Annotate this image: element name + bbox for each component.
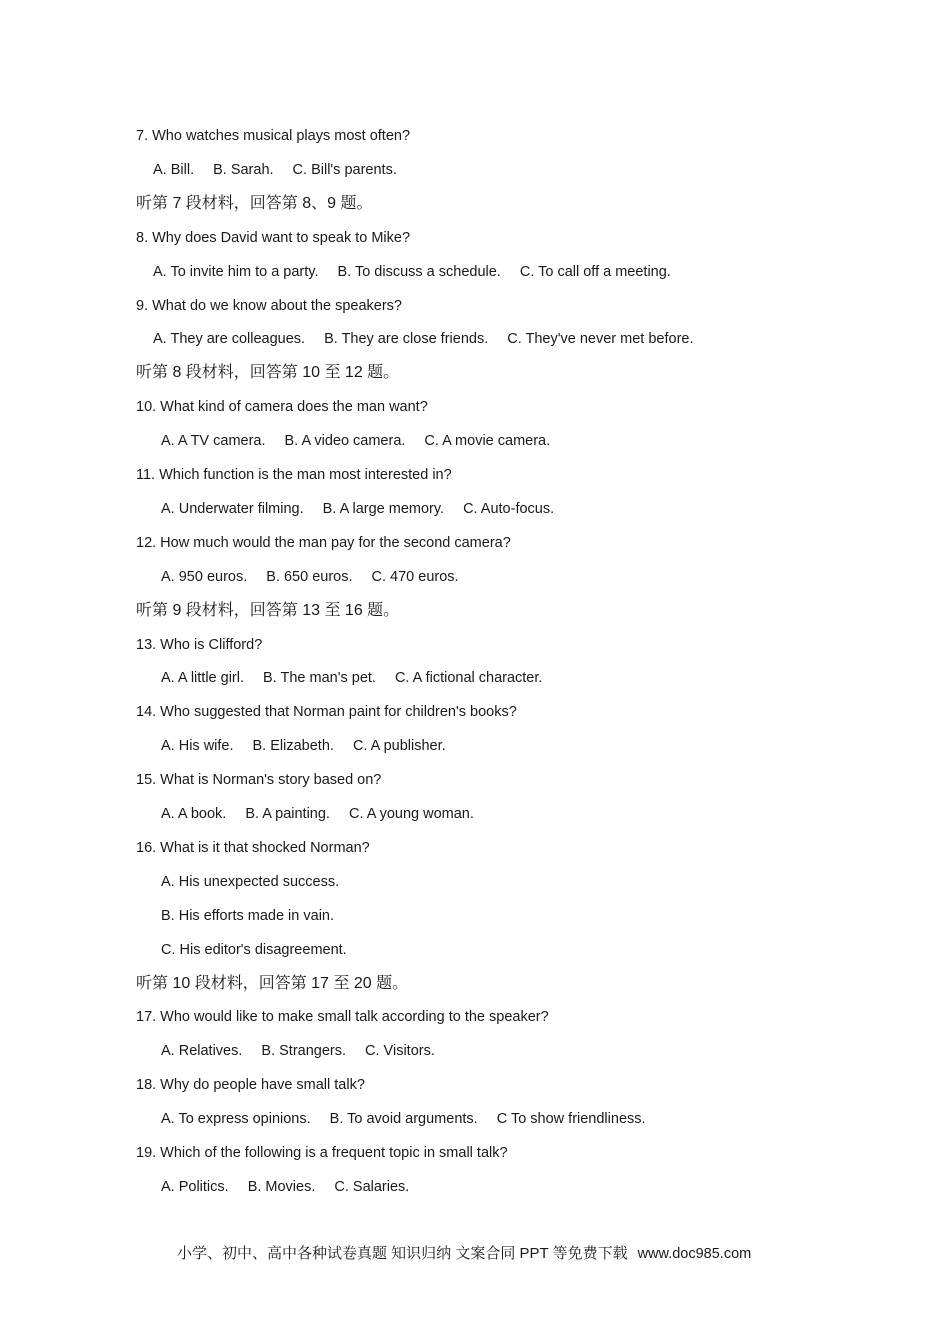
answer-options [161, 940, 347, 960]
answer-option: C To show friendliness. [496, 1111, 646, 1128]
answer-option: B. Sarah. [213, 161, 274, 178]
answer-option: A. To express opinions. [161, 1111, 311, 1128]
answer-option: B. A video camera. [284, 433, 406, 450]
question-text: 19. Which of the following is a frequent topic in small talk? [136, 1145, 508, 1161]
answer-option: A. A TV camera. [161, 433, 266, 450]
answer-options [161, 567, 459, 587]
answer-option: A. Politics. [161, 1178, 229, 1195]
answer-option: B. The man's pet. [263, 670, 376, 687]
question-text: 10. What kind of camera does the man want? [136, 399, 428, 416]
answer-option: B. A painting. [245, 806, 330, 822]
answer-option: B. 650 euros. [266, 568, 353, 585]
question-text: 14. Who suggested that Norman paint for children's books? [136, 704, 517, 721]
question-text: 8. Why does David want to speak to Mike? [136, 229, 411, 246]
answer-option: B. They are close friends. [324, 331, 489, 348]
footer-url: www.doc985.com [637, 1246, 752, 1262]
answer-option: B. Strangers. [261, 1043, 347, 1060]
question-text: 7. Who watches musical plays most often? [136, 128, 411, 144]
question-text: 16. What is it that shocked Norman? [136, 839, 370, 856]
answer-options [161, 431, 550, 451]
section-heading: 听第 10 段材料，回答第 17 至 20 题。 [136, 974, 409, 992]
question-text: 9. What do we know about the speakers? [136, 297, 402, 314]
answer-option: B. Movies. [247, 1178, 316, 1195]
answer-options [153, 262, 671, 282]
question-text: 15. What is Norman's story based on? [136, 772, 382, 789]
answer-options [161, 906, 334, 926]
question-text: 13. Who is Clifford? [136, 636, 263, 653]
section-heading: 听第 8 段材料，回答第 10 至 12 题。 [136, 364, 400, 382]
answer-option: B. His efforts made in vain. [161, 907, 335, 924]
answer-option: C. A movie camera. [424, 433, 551, 450]
answer-options [161, 1177, 409, 1197]
answer-option: A. Bill. [153, 161, 195, 178]
answer-options [161, 499, 554, 519]
answer-option: A. His wife. [161, 738, 234, 755]
answer-options [153, 329, 694, 349]
answer-option: C. Salaries. [334, 1178, 410, 1195]
answer-option: A. His unexpected success. [161, 873, 340, 890]
footer-text: 小学、初中、高中各种试卷真题 知识归纳 文案合同 PPT 等免费下载 [177, 1245, 628, 1262]
answer-option: C. A publisher. [352, 738, 446, 755]
answer-options [161, 872, 339, 892]
answer-option: A. Underwater filming. [161, 500, 304, 517]
answer-option: B. To avoid arguments. [329, 1111, 478, 1128]
answer-option: C. A fictional character. [394, 670, 543, 687]
answer-option: C. Visitors. [365, 1043, 435, 1060]
answer-option: A. 950 euros. [161, 568, 248, 585]
answer-options [161, 668, 542, 688]
answer-option: B. To discuss a schedule. [337, 263, 501, 280]
answer-option: B. Elizabeth. [252, 738, 334, 755]
question-text: 11. Which function is the man most interested in? [136, 467, 452, 483]
answer-option: C. Auto-focus. [463, 500, 555, 517]
answer-option: B. A large memory. [322, 500, 445, 517]
answer-options [161, 736, 446, 756]
answer-option: A. To invite him to a party. [153, 263, 319, 280]
question-text: 18. Why do people have small talk? [136, 1077, 365, 1094]
answer-options [153, 160, 397, 180]
question-text: 12. How much would the man pay for the second camera? [136, 534, 511, 551]
answer-option: A. A little girl. [161, 670, 245, 687]
answer-option: C. They've never met before. [507, 331, 694, 348]
page-footer [177, 1244, 751, 1264]
answer-option: A. Relatives. [161, 1043, 243, 1060]
section-heading: 听第 7 段材料，回答第 8、9 题。 [136, 194, 373, 212]
answer-option: A. A book. [161, 806, 227, 822]
answer-option: C. His editor's disagreement. [161, 941, 347, 958]
answer-option: A. They are colleagues. [153, 331, 306, 348]
answer-options [161, 1041, 435, 1061]
answer-option: C. 470 euros. [371, 568, 459, 585]
section-heading: 听第 9 段材料，回答第 13 至 16 题。 [136, 601, 400, 619]
answer-options [161, 804, 474, 824]
question-text: 17. Who would like to make small talk according to the speaker? [136, 1009, 549, 1026]
answer-option: C. A young woman. [348, 806, 474, 822]
answer-options [161, 1109, 646, 1129]
answer-option: C. To call off a meeting. [519, 263, 671, 280]
answer-option: C. Bill's parents. [292, 161, 397, 178]
